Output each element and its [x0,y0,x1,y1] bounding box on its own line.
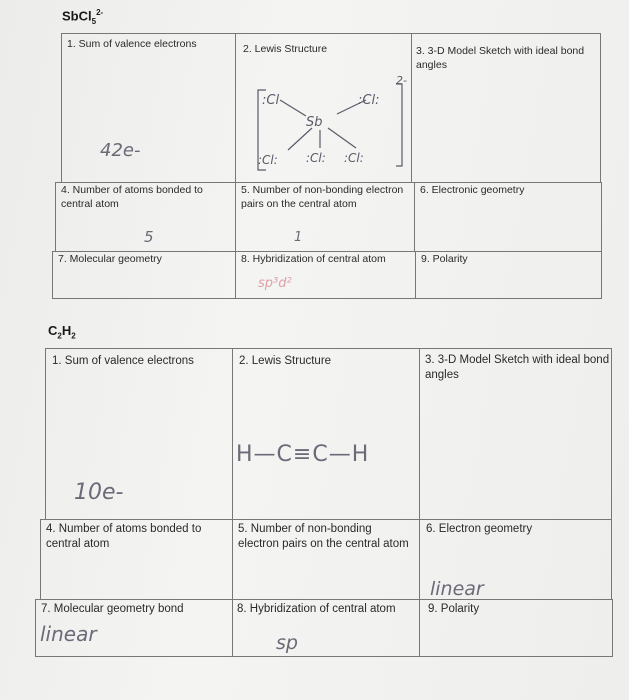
s1-cell-valence [61,33,236,183]
s1-label-hybrid: 8. Hybridization of central atom [241,253,386,265]
s1-answer-nonbonding: 1 [294,230,303,245]
right-bracket [396,84,402,166]
s1-label-3d: 3. 3-D Model Sketch with ideal bond angles [416,45,585,71]
s1-answer-valence: 42e- [100,140,141,161]
s1-answer-atoms: 5 [144,228,154,246]
s2-answer-valence: 10e- [74,480,124,505]
s2-answer-electron-geometry: linear [430,578,484,600]
lewis-atom-cl-2: :Cl: [358,93,380,108]
s1-label-valence: 1. Sum of valence electrons [67,38,197,50]
s2-label-hybrid: 8. Hybridization of central atom [237,603,396,615]
s2-answer-hybridization: sp [276,632,298,654]
bond-5 [288,128,312,150]
s1-lewis-structure [236,62,411,182]
s1-label-lewis: 2. Lewis Structure [243,43,328,55]
lewis-atom-cl-1: :Cl [262,93,280,108]
s2-answer-molecular-geometry: linear [40,622,97,646]
s2-label-valence: 1. Sum of valence electrons [52,355,194,367]
s2-label-3d: 3. 3-D Model Sketch with ideal bond angles [425,354,610,381]
s1-label-egeom: 6. Electronic geometry [420,184,525,196]
bond-4 [328,128,356,148]
s1-answer-hybridization: sp³d² [258,276,292,291]
s2-label-lewis: 2. Lewis Structure [239,355,332,367]
s1-label-atoms: 4. Number of atoms bonded to central atom [61,184,203,210]
lewis-atom-cl-4: :Cl: [344,151,364,165]
bond-1 [280,100,306,116]
s2-label-molgeom: 7. Molecular geometry bond [41,603,184,615]
s2-answer-lewis: H—C≡C—H [236,442,370,467]
s1-label-nonbonding: 5. Number of non-bonding electron pairs on the central atom [241,184,404,210]
lewis-atom-cl-5: :Cl: [258,153,278,167]
s2-label-nonbonding: 5. Number of non-bonding electron pairs on the central atom [238,523,409,550]
s2-label-egeom: 6. Electron geometry [426,523,533,535]
lewis-atom-cl-3: :Cl: [306,151,326,165]
section2-title: $C_2H_2$ [48,323,76,341]
s2-label-atoms: 4. Number of atoms bonded to central atom [46,523,202,550]
s1-label-molgeom: 7. Molecular geometry [58,253,162,265]
s2-label-polarity: 9. Polarity [428,603,480,615]
s1-label-polarity: 9. Polarity [421,253,468,265]
lewis-charge: 2- [396,74,407,87]
lewis-atom-sb: Sb [306,115,323,130]
s2-cell-lewis [232,348,420,520]
section1-title: SbCl$_5^{2-}$ [62,8,104,26]
